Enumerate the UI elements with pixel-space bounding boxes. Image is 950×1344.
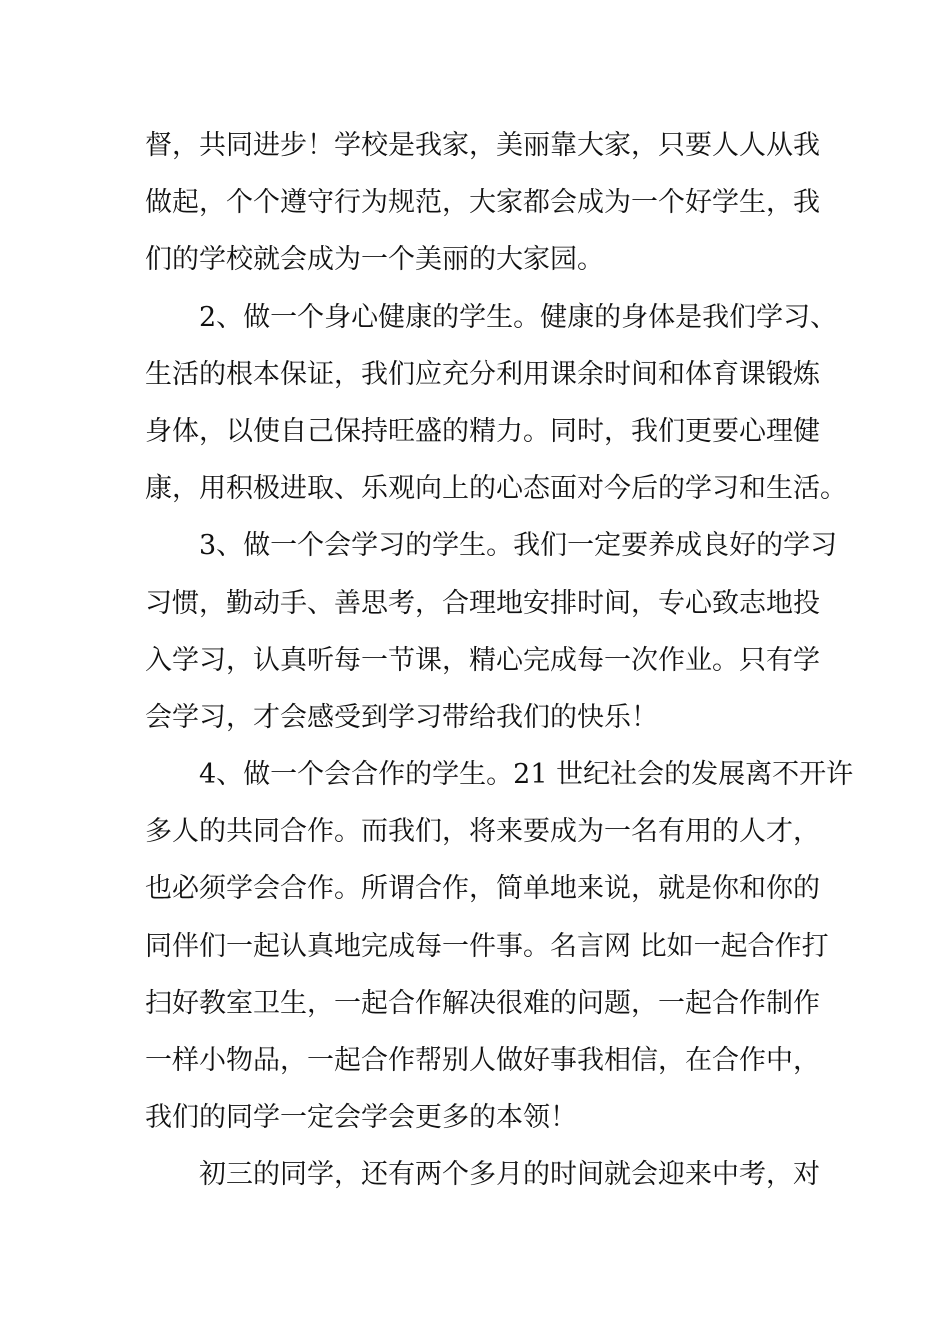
paragraph-4-line-6: 一样小物品，一起合作帮别人做好事我相信，在合作中，: [145, 1045, 820, 1076]
document-body: [145, 117, 854, 1204]
paragraph-3-line-3: 入学习，认真听每一节课，精心完成每一次作业。只有学: [145, 644, 820, 676]
paragraph-2-line-1: 2、做一个身心健康的学生。健康的身体是我们学习、: [199, 301, 838, 333]
paragraph-4-line-4: 同伴们一起认真地完成每一件事。名言网 比如一起合作打: [145, 930, 829, 962]
paragraph-3-line-2: 习惯，勤动手、善思考，合理地安排时间，专心致志地投: [145, 587, 820, 619]
paragraph-2-line-2: 生活的根本保证，我们应充分利用课余时间和体育课锻炼: [145, 358, 820, 390]
paragraph-4-line-3: 也必须学会合作。所谓合作，简单地来说，就是你和你的: [145, 873, 820, 905]
paragraph-2-line-4: 康，用积极进取、乐观向上的心态面对今后的学习和生活。: [145, 473, 847, 505]
paragraph-4-line-7: 我们的同学一定会学会更多的本领！: [145, 1102, 577, 1134]
paragraph-3-line-4: 会学习，才会感受到学习带给我们的快乐！: [145, 701, 658, 733]
paragraph-1-line-3: 们的学校就会成为一个美丽的大家园。: [145, 244, 604, 276]
paragraph-1-line-1: 督，共同进步！学校是我家，美丽靠大家，只要人人从我: [145, 130, 820, 161]
paragraph-1-line-2: 做起，个个遵守行为规范，大家都会成为一个好学生，我: [145, 187, 820, 219]
paragraph-4-line-1: 4、做一个会合作的学生。21 世纪社会的发展离不开许: [199, 759, 854, 791]
paragraph-5-line-1: 初三的同学，还有两个多月的时间就会迎来中考，对: [199, 1159, 820, 1191]
paragraph-4-line-5: 扫好教室卫生，一起合作解决很难的问题，一起合作制作: [145, 987, 820, 1019]
paragraph-3-line-1: 3、做一个会学习的学生。我们一定要养成良好的学习: [199, 530, 838, 562]
paragraph-2-line-3: 身体，以使自己保持旺盛的精力。同时，我们更要心理健: [145, 415, 820, 447]
paragraph-4-line-2: 多人的共同合作。而我们，将来要成为一名有用的人才，: [145, 816, 820, 848]
